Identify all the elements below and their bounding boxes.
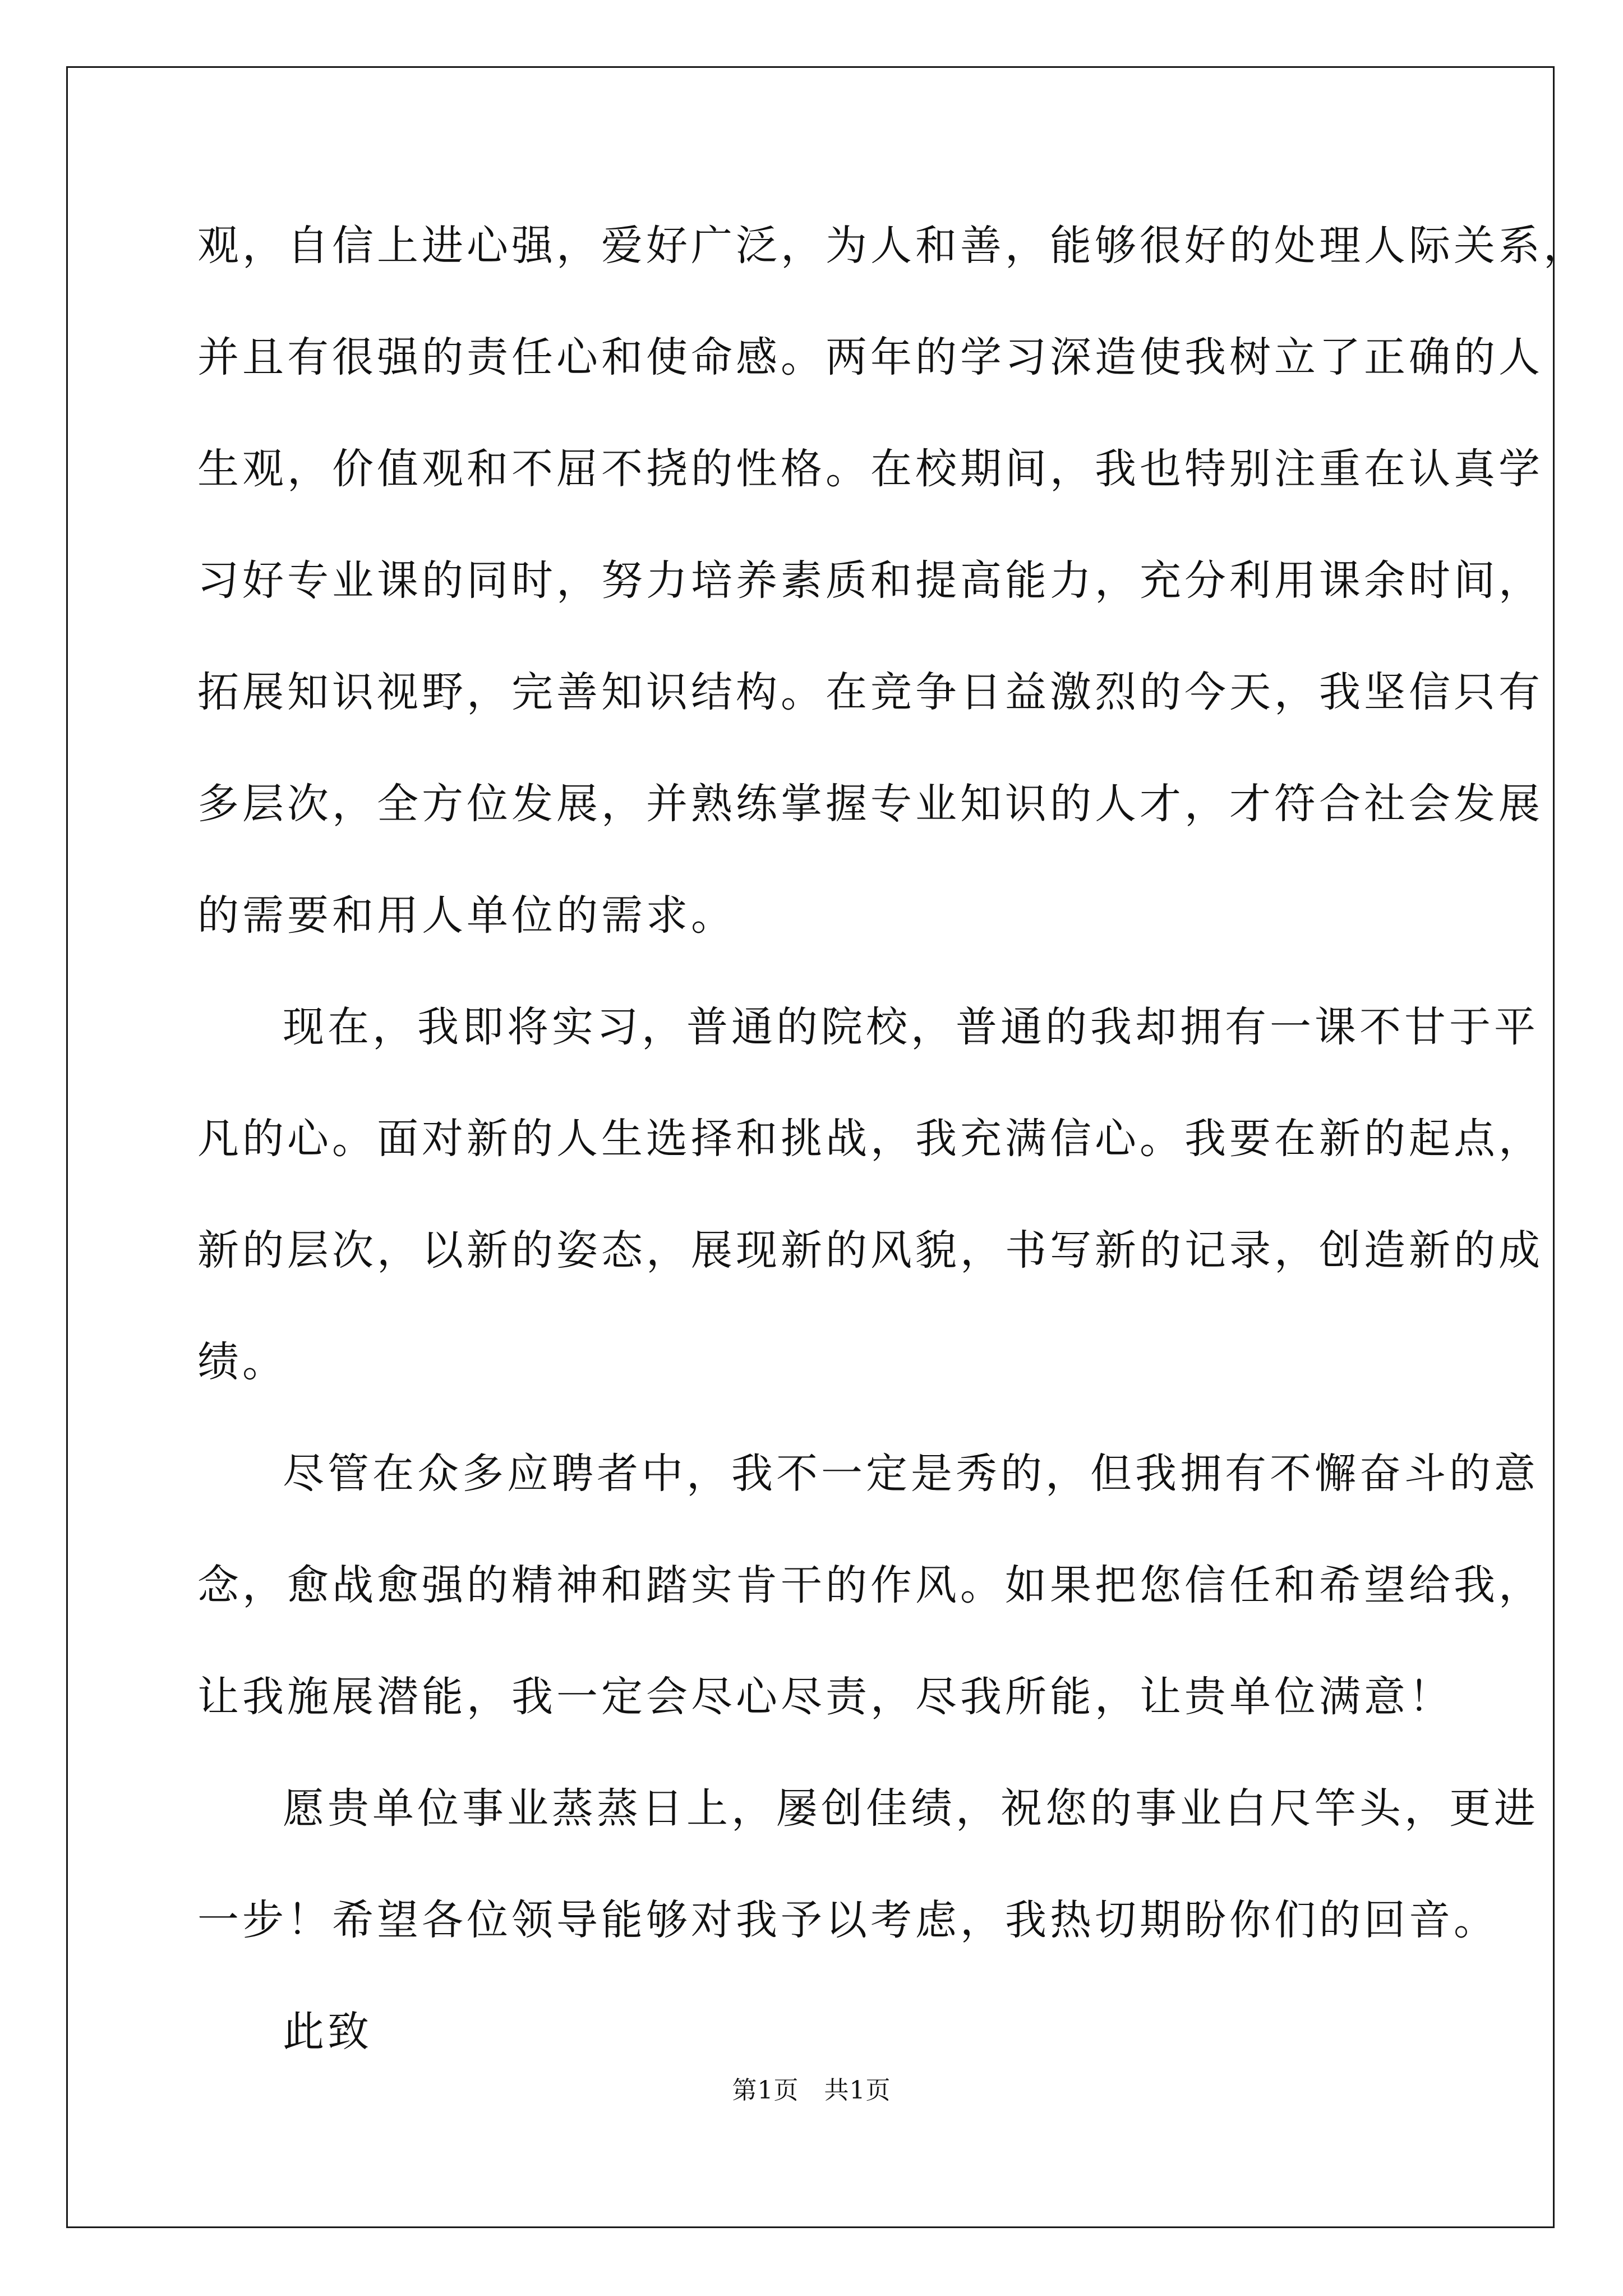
text-line-paragraph-start: 愿贵单位事业蒸蒸日上，屡创佳绩，祝您的事业白尺竿头，更进	[283, 1784, 1539, 1833]
page-footer: 第1页 共1页	[732, 2076, 891, 2105]
text-line: 生观，价值观和不屈不挠的性格。在校期间，我也特别注重在认真学	[197, 445, 1543, 493]
text-line: 念，愈战愈强的精神和踏实肯干的作风。如果把您信任和希望给我，	[197, 1561, 1543, 1609]
text-line-paragraph-start: 现在，我即将实习，普通的院校，普通的我却拥有一课不甘于平	[283, 1003, 1539, 1051]
closing-salutation: 此致	[283, 2008, 372, 2056]
text-line: 观，自信上进心强，爱好广泛，为人和善，能够很好的处理人际关系，	[197, 222, 1588, 270]
text-line: 绩。	[197, 1338, 287, 1386]
text-line: 并且有很强的责任心和使命感。两年的学习深造使我树立了正确的人	[197, 333, 1543, 381]
text-line: 的需要和用人单位的需求。	[197, 891, 736, 940]
text-line: 凡的心。面对新的人生选择和挑战，我充满信心。我要在新的起点，	[197, 1115, 1543, 1163]
text-line-paragraph-start: 尽管在众多应聘者中，我不一定是秀的，但我拥有不懈奋斗的意	[283, 1450, 1539, 1498]
text-line: 拓展知识视野，完善知识结构。在竞争日益激烈的今天，我坚信只有	[197, 668, 1543, 716]
text-line: 多层次，全方位发展，并熟练掌握专业知识的人才，才符合社会发展	[197, 780, 1543, 828]
text-line: 习好专业课的同时，努力培养素质和提高能力，充分利用课余时间，	[197, 556, 1543, 605]
text-line: 一步！希望各位领导能够对我予以考虑，我热切期盼你们的回音。	[197, 1896, 1498, 1944]
text-line: 新的层次，以新的姿态，展现新的风貌，书写新的记录，创造新的成	[197, 1226, 1543, 1274]
text-line: 让我施展潜能，我一定会尽心尽责，尽我所能，让贵单位满意！	[197, 1673, 1454, 1721]
letter-body	[197, 212, 1588, 2110]
